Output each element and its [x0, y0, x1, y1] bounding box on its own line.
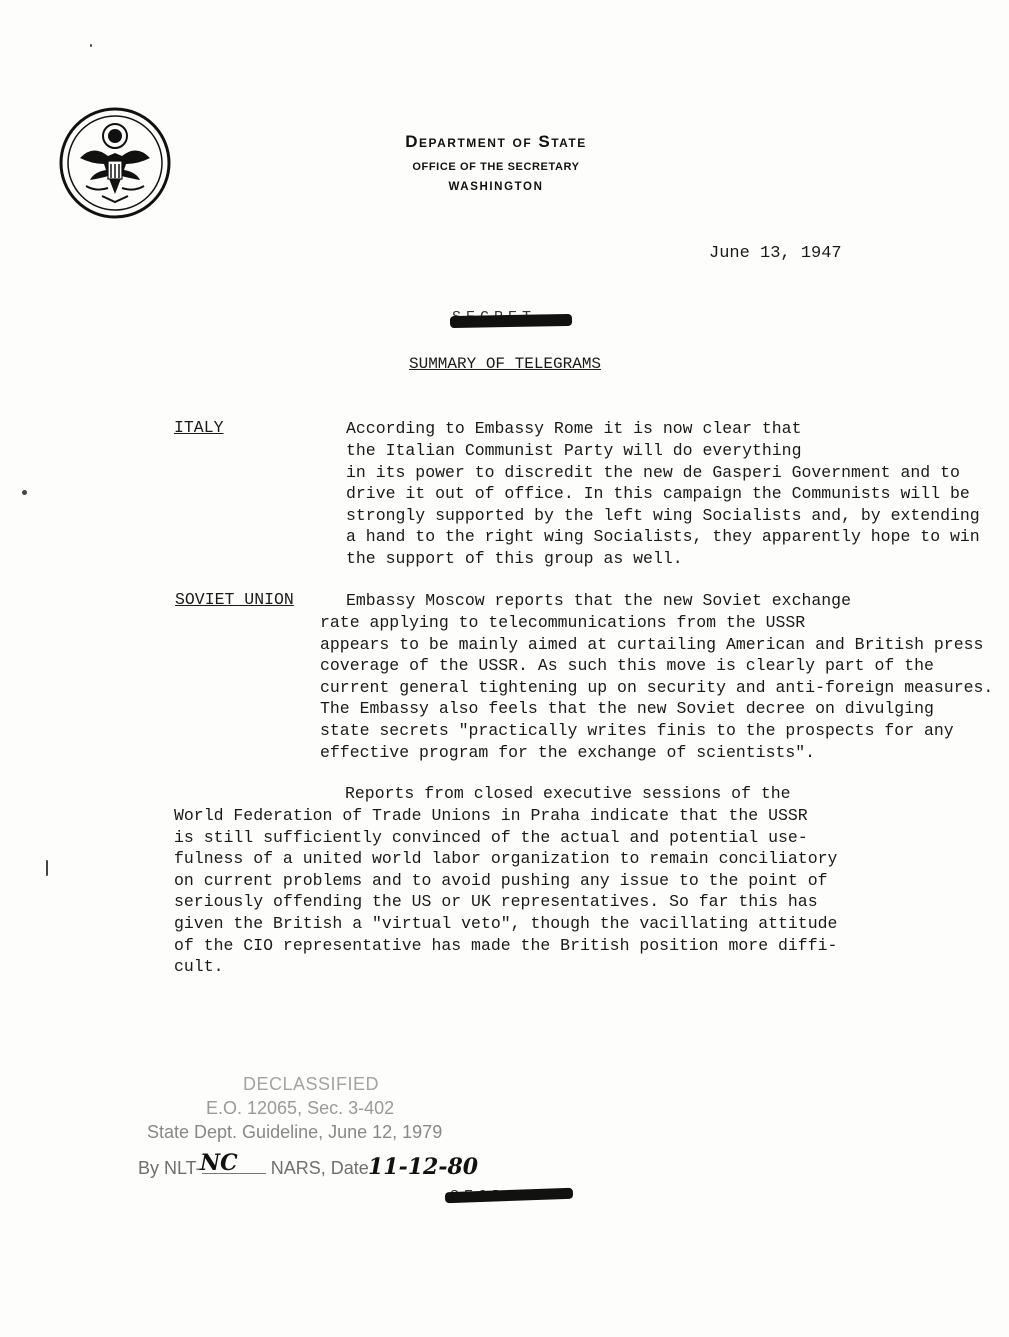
italy-paragraph: the Italian Communist Party will do everything in its power to discredit the new de Gasperi Government and to drive it out of office. In this campaign the Communists will be strongly supported by the left wing Socialists and, by extending a hand to the right wing Socialists, they apparently hope to win the support of this group as well. [346, 441, 980, 568]
soviet-first-line: Embassy Moscow reports that the new Soviet exchange [346, 591, 851, 610]
handwritten-initials: NC [200, 1150, 238, 1176]
document-date: June 13, 1947 [709, 244, 842, 263]
scan-speck [90, 44, 92, 47]
executive-order-reference: E.O. 12065, Sec. 3-402 [206, 1098, 395, 1118]
office-name: OFFICE OF THE SECRETARY [412, 161, 580, 173]
wftu-first-line: Reports from closed executive sessions of the [345, 784, 791, 803]
by-label: By NLT- [138, 1158, 202, 1178]
guideline-reference: State Dept. Guideline, June 12, 1979 [147, 1122, 443, 1142]
document-title: SUMMARY OF TELEGRAMS [409, 355, 602, 373]
city-name: WASHINGTON [448, 181, 544, 193]
wftu-paragraph: World Federation of Trade Unions in Praha indicate that the USSR is still sufficiently convinced of the actual and potential use- fulness of a united world labor organization to remain conciliatory on current problems and to avoid pushing any issue to the point of seriously offending the US or UK representatives. So far this has given the British a "virtual veto", though the vacillating attitude of the CIO representative has made the British position more diffi- cult. [174, 806, 838, 977]
department-seal-icon [58, 106, 172, 220]
declassified-by-label [138, 1158, 369, 1179]
classification-redaction-top [450, 314, 572, 328]
scan-speck [46, 860, 48, 876]
section-label-soviet-union: SOVIET UNION [175, 590, 294, 609]
section-label-italy: ITALY [174, 418, 224, 437]
scan-speck [22, 490, 27, 495]
department-name: Department of State [405, 132, 587, 151]
declassified-stamp: DECLASSIFIED [243, 1074, 380, 1094]
handwritten-date: 11-12-80 [368, 1154, 479, 1180]
nars-label: NARS, Date [270, 1158, 369, 1178]
letterhead [346, 132, 646, 193]
italy-first-line: According to Embassy Rome it is now clear that [346, 419, 802, 438]
soviet-paragraph: rate applying to telecommunications from the USSR appears to be mainly aimed at curtailing American and British press coverage of the USSR. As such this move is clearly part of the current general tightening up on security and anti-foreign measures. The Embassy also feels that the new Soviet decree on divulging state secrets "practically writes finis to the prospects for any effective program for the exchange of scientists". [320, 613, 994, 762]
